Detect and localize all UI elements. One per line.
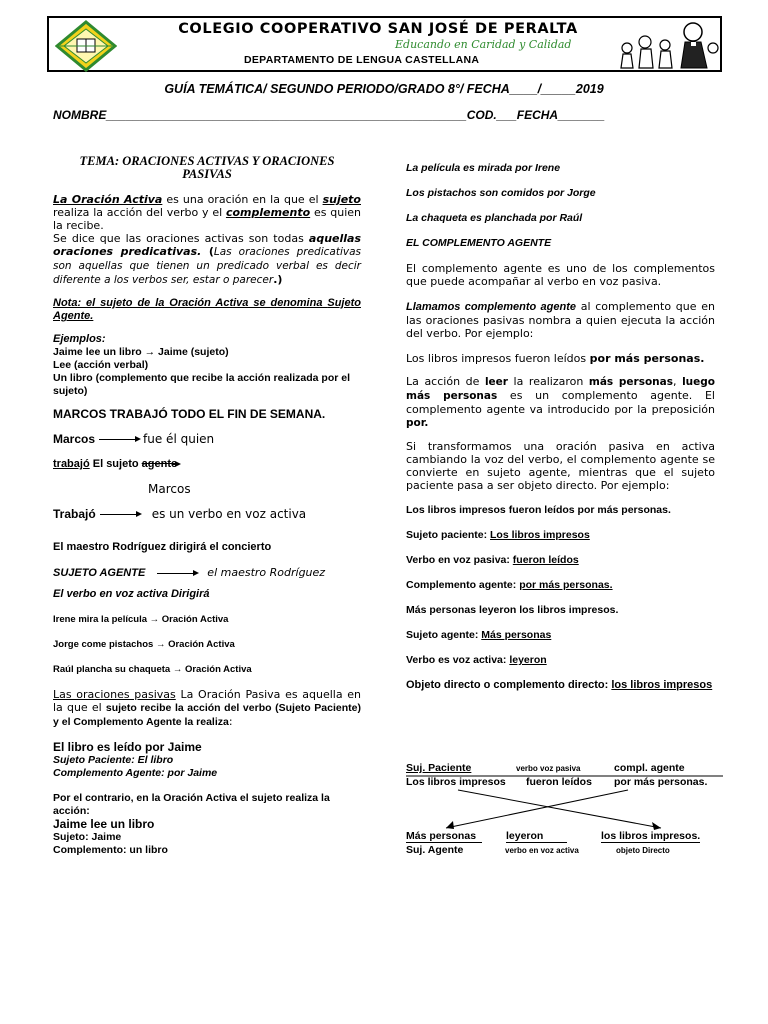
department-name: DEPARTAMENTO DE LENGUA CASTELLANA	[244, 54, 480, 66]
analysis-line: Objeto directo o complemento directo: los libros impresos	[406, 679, 713, 691]
passive-example: Los pistachos son comidos por Jorge	[406, 187, 596, 199]
example-sentence: Los libros impresos fueron leídos por más personas.	[406, 352, 705, 365]
analysis-line: Verbo en voz pasiva: fueron leídos	[406, 554, 579, 566]
passive-agent: Complemento Agente: por Jaime	[53, 767, 218, 779]
arrow-right-icon	[173, 464, 179, 465]
school-name: COLEGIO COOPERATIVO SAN JOSÉ DE PERALTA	[178, 21, 578, 37]
diagram-label: leyeron	[506, 830, 567, 843]
diagram-label: Suj. Paciente	[406, 762, 472, 774]
paragraph: El complemento agente es uno de los complementos que puede acompañar al verbo en voz pasiva.	[406, 262, 715, 288]
active-note: Nota: el sujeto de la Oración Activa se denomina Sujeto Agente.	[53, 297, 361, 322]
active-complement: Complemento: un libro	[53, 844, 168, 856]
marcos-row: Marcos fue él quien	[53, 432, 215, 446]
sujeto-agente-row: SUJETO AGENTE el maestro Rodríguez	[53, 566, 326, 579]
priest-with-children-illustration	[615, 18, 720, 70]
paragraph: Llamamos complemento agente al complemento que en las oraciones pasivas nombra a quien ejecuta la acción del verbo. Por ejemplo:	[406, 300, 715, 340]
paragraph: La acción de leer la realizaron más personas, luego más personas es un complemento agente. El complemento agente va introducido por la preposición por.	[406, 375, 716, 429]
example-line: Un libro (complemento que recibe la acción realizada por el sujeto)	[53, 372, 350, 397]
guide-title: GUÍA TEMÁTICA/ SEGUNDO PERIODO/GRADO 8°/ FECHA____/_____2019	[164, 82, 604, 96]
section-heading: EL COMPLEMENTO AGENTE	[406, 237, 552, 249]
example-sentence: Más personas leyeron los libros impresos.	[406, 604, 619, 616]
passive-example: La película es mirada por Irene	[406, 162, 561, 174]
active-subject: Sujeto: Jaime	[53, 831, 122, 843]
passive-subject: Sujeto Paciente: El libro	[53, 754, 174, 766]
active-example: Jorge come pistachos → Oración Activa	[53, 639, 235, 650]
active-example: Irene mira la película → Oración Activa	[53, 614, 229, 625]
diagram-label: objeto Directo	[616, 846, 670, 855]
active-verb-line: El verbo en voz activa Dirigirá	[53, 588, 210, 600]
active-definition: La Oración Activa es una oración en la que el sujeto realiza la acción del verbo y el complemento es quien la recibe.	[53, 193, 361, 232]
analysis-line: Sujeto paciente: Los libros impresos	[406, 529, 590, 541]
example-sentence: Los libros impresos fueron leídos por más personas.	[406, 504, 671, 516]
active-example-main: Jaime lee un libro	[53, 817, 155, 831]
example-line: Jaime lee un libro → Jaime (sujeto)	[53, 346, 229, 358]
voice-transformation-diagram	[406, 760, 726, 860]
analysis-line: Sujeto agente: Más personas	[406, 629, 552, 641]
diagram-label: por más personas.	[614, 776, 708, 788]
trabajo-verb-row: Trabajó es un verbo en voz activa	[53, 507, 307, 521]
topic-title: TEMA: ORACIONES ACTIVAS Y ORACIONES PASIVAS	[79, 154, 335, 181]
diagram-label: verbo en voz activa	[505, 846, 579, 855]
left-column	[53, 155, 361, 857]
analysis-line: Verbo es voz activa: leyeron	[406, 654, 547, 666]
arrow-right-icon	[99, 439, 139, 440]
school-crest-icon	[55, 20, 117, 72]
contrast-note: Por el contrario, en la Oración Activa el sujeto realiza la acción:	[53, 792, 330, 817]
analysis-line: Complemento agente: por más personas.	[406, 579, 613, 591]
diagram-label: Suj. Agente	[406, 844, 464, 856]
example-line: Lee (acción verbal)	[53, 359, 149, 371]
diagram-label: los libros impresos.	[601, 830, 701, 842]
name-code-date-line: NOMBRE______________________________________________________COD.___FECHA_______	[53, 108, 605, 122]
arrow-right-icon	[157, 573, 197, 574]
active-example: Raúl plancha su chaqueta → Oración Activa	[53, 664, 252, 675]
trabajo-row: trabajó El sujeto agente	[53, 458, 178, 470]
marcos-sentence: MARCOS TRABAJÓ TODO EL FIN DE SEMANA.	[53, 407, 326, 421]
passive-example: La chaqueta es planchada por Raúl	[406, 212, 583, 224]
maestro-sentence: El maestro Rodríguez dirigirá el concierto	[53, 541, 272, 553]
paragraph: Si transformamos una oración pasiva en activa cambiando la voz del verbo, el complemento agente se convierte en sujeto agente, mientras que el sujeto paciente pasa a ser objeto directo. Por ejemplo:	[406, 440, 715, 492]
predicative-definition: Se dice que las oraciones activas son todas aquellas oraciones predicativas. (Las oraciones predicativas son aquellas que tienen un predicado verbal es decir diferente a los verbos ser, estar o parecer.)	[53, 232, 361, 286]
diagram-label: compl. agente	[614, 762, 685, 774]
examples-heading: Ejemplos:	[53, 333, 106, 345]
marcos-subject: Marcos	[148, 482, 191, 496]
diagram-label: Los libros impresos	[406, 776, 506, 788]
passive-example: El libro es leído por Jaime	[53, 740, 202, 754]
right-column	[406, 162, 715, 692]
arrow-right-icon	[100, 514, 140, 515]
school-motto: Educando en Caridad y Calidad	[395, 38, 572, 51]
diagram-label: fueron leídos	[526, 776, 592, 788]
diagram-label: verbo voz pasiva	[516, 764, 581, 773]
passive-definition: Las oraciones pasivas La Oración Pasiva es aquella en la que el sujeto recibe la acción del verbo (Sujeto Paciente) y el Complemento Agente la realiza:	[53, 688, 361, 728]
diagram-label: Más personas	[406, 830, 482, 843]
